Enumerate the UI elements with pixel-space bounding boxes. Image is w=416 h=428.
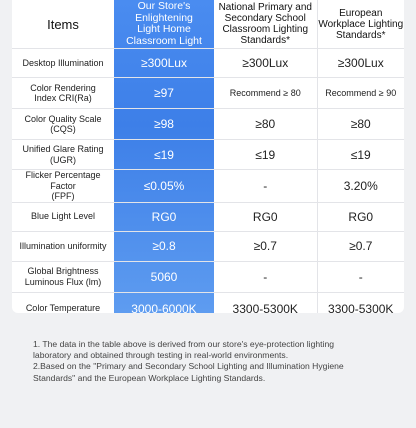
- store-value: ≥0.8: [114, 231, 214, 261]
- header-store-line: Our Store's: [137, 0, 191, 12]
- row-label: [12, 78, 114, 109]
- row-label-line: Blue Light Level: [30, 211, 96, 222]
- footnote-line: Standards" and the European Workplace Lighting Standards.: [33, 372, 266, 383]
- store-value: ≤19: [114, 140, 214, 170]
- row-label-line: Luminous Flux (lm): [24, 276, 102, 287]
- row-label: [12, 170, 114, 203]
- row-label: [12, 140, 114, 170]
- row-label-line: Global Brightness: [27, 266, 99, 276]
- store-value: ≤0.05%: [114, 170, 214, 203]
- footnote-line: 2.Based on the "Primary and Secondary School Lighting and Illumination Hygiene: [33, 361, 344, 372]
- table-row: [12, 261, 404, 292]
- national-value: ≤19: [214, 140, 317, 170]
- store-value: 3000-6000K: [131, 301, 197, 313]
- table-row: [12, 231, 404, 261]
- row-label: [12, 261, 114, 292]
- header-european-line: Standards*: [336, 29, 386, 41]
- row-label: [12, 292, 114, 313]
- european-value: 3300-5300K: [317, 292, 404, 313]
- table-row: [12, 109, 404, 140]
- row-label-line: Flicker Percentage Factor: [25, 170, 101, 191]
- footnote-2: [33, 361, 393, 383]
- footnote-1: [33, 339, 393, 361]
- header-national-line: Classroom Lighting: [222, 24, 309, 35]
- table-row: [12, 292, 404, 313]
- european-value: ≥300Lux: [317, 49, 404, 78]
- national-value: 3300-5300K: [232, 301, 298, 313]
- european-value: RG0: [317, 202, 404, 231]
- row-label: [12, 231, 114, 261]
- national-value: -: [214, 170, 317, 203]
- footnotes: [33, 339, 393, 384]
- european-value: ≥80: [317, 109, 404, 140]
- header-store-line: Light Home: [137, 23, 191, 35]
- header-european: [317, 0, 404, 49]
- national-value: RG0: [214, 202, 317, 231]
- header-store-line: Enlightening: [135, 11, 193, 24]
- header-european-line: European: [339, 7, 383, 19]
- row-label-line: Illumination uniformity: [19, 240, 107, 251]
- store-value: ≥300Lux: [114, 49, 214, 78]
- row-label-line: Index CRI(Ra): [34, 93, 92, 103]
- table-row: [12, 170, 404, 203]
- footnote-line: laboratory and obtained through testing in real-world environments.: [33, 350, 289, 361]
- row-label-line: Unified Glare Rating: [22, 144, 104, 154]
- header-row: [12, 0, 404, 49]
- table-row: [12, 202, 404, 231]
- header-national: [214, 0, 317, 49]
- header-national-line: Secondary School: [224, 13, 306, 24]
- european-value: Recommend ≥ 90: [317, 78, 404, 109]
- row-label-line: Color Temperature: [25, 303, 101, 313]
- row-label: [12, 202, 114, 231]
- header-store: [114, 0, 214, 49]
- national-value: ≥300Lux: [214, 49, 317, 78]
- row-label-line: (UGR): [50, 154, 76, 165]
- table-row: [12, 78, 404, 109]
- header-national-line: Standards*: [240, 35, 290, 46]
- store-value: RG0: [114, 202, 214, 231]
- header-store-line: Classroom Light: [126, 34, 202, 47]
- header-european-line: Workplace Lighting: [318, 18, 404, 30]
- footnote-line: 1. The data in the table above is derived from our store's eye-protection lighting: [33, 339, 335, 349]
- european-value: -: [317, 261, 404, 292]
- comparison-table: [12, 0, 404, 313]
- row-label: [12, 49, 114, 78]
- row-label-line: Color Quality Scale: [24, 113, 102, 124]
- store-value: 5060: [114, 261, 214, 292]
- table-row: [12, 140, 404, 170]
- row-label: [12, 109, 114, 140]
- european-value: ≥0.7: [317, 231, 404, 261]
- table-row: [12, 49, 404, 78]
- store-value: ≥98: [114, 109, 214, 140]
- row-label-line: (CQS): [50, 124, 76, 134]
- european-value: 3.20%: [317, 170, 404, 203]
- european-value: ≤19: [317, 140, 404, 170]
- row-label-line: Desktop Illumination: [22, 57, 104, 68]
- national-value: ≥0.7: [214, 231, 317, 261]
- national-value: -: [214, 261, 317, 292]
- national-value: Recommend ≥ 80: [214, 78, 317, 109]
- header-items: Items: [12, 0, 114, 49]
- comparison-card: [12, 0, 404, 313]
- row-label-line: Color Rendering: [30, 82, 96, 93]
- header-national-line: National Primary and: [218, 2, 312, 13]
- row-label-line: (FPF): [51, 191, 75, 201]
- store-value: ≥97: [114, 78, 214, 109]
- national-value: ≥80: [214, 109, 317, 140]
